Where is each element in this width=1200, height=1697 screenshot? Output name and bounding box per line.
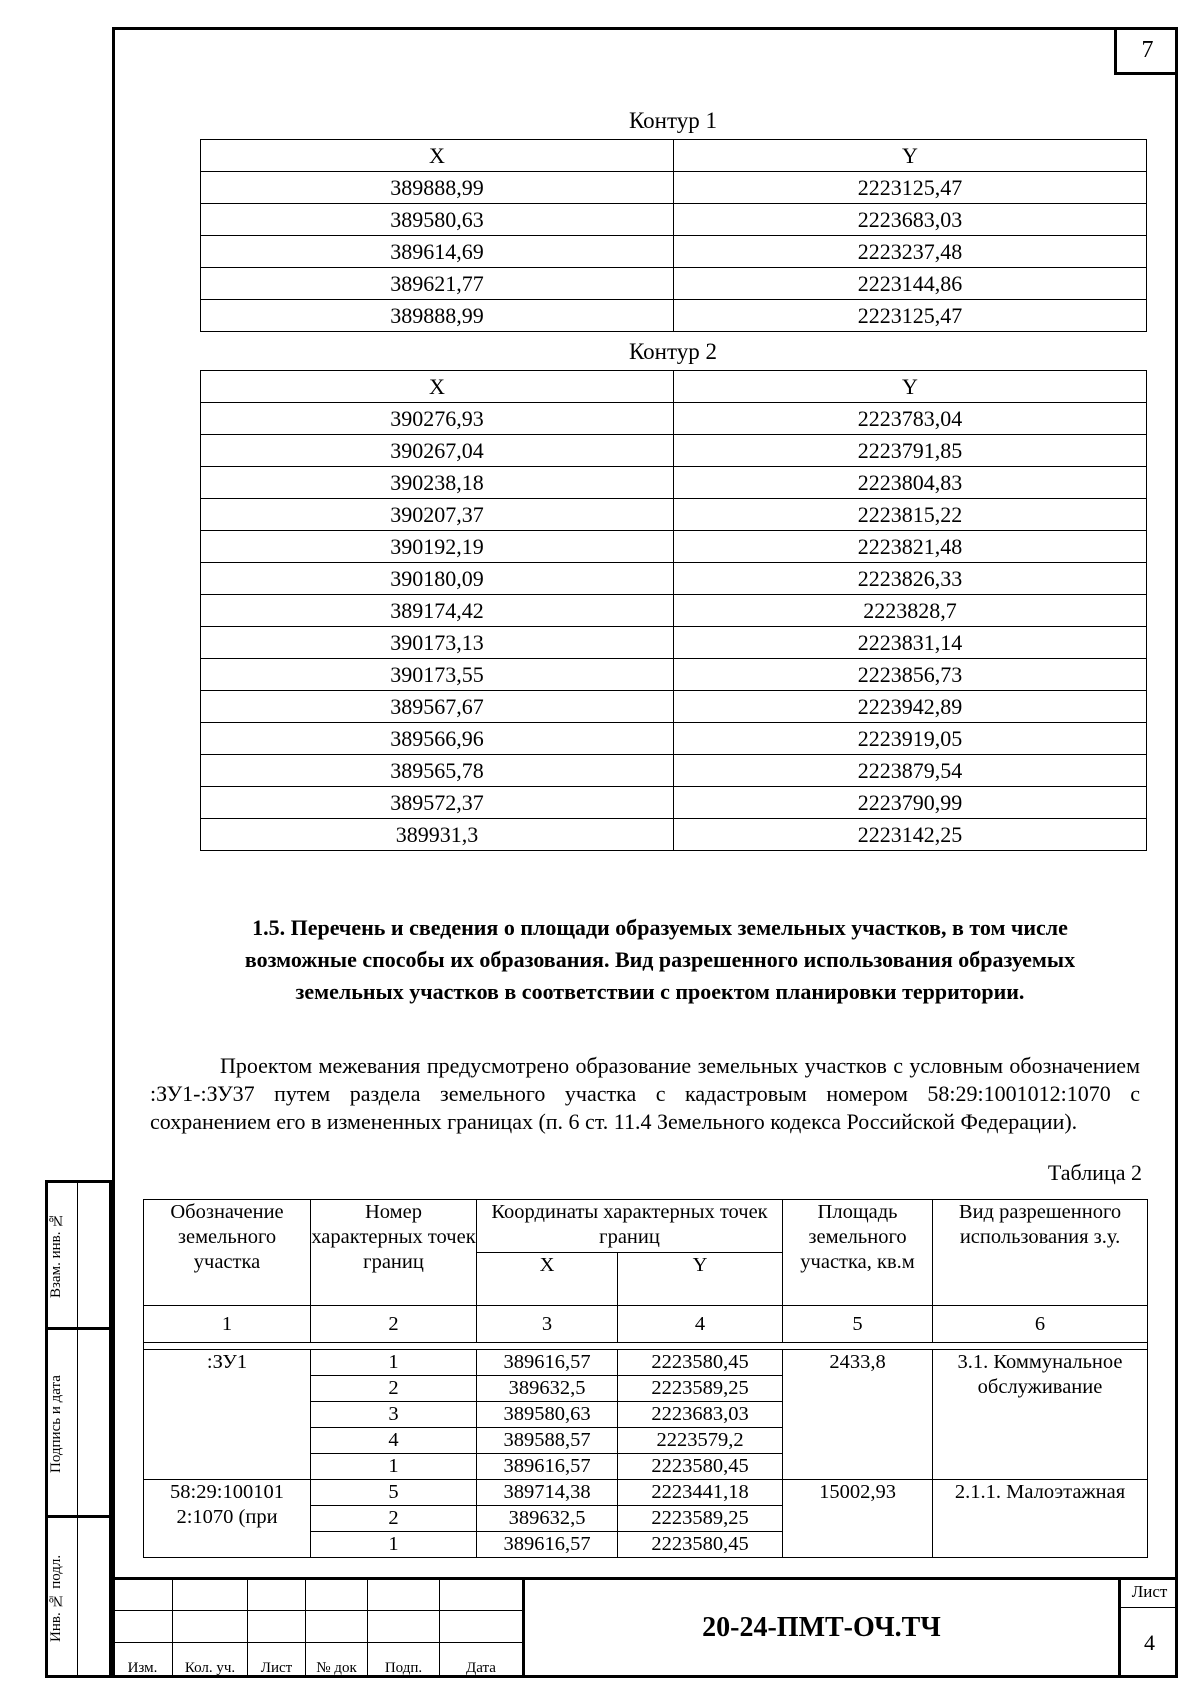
table-row [201,204,1147,236]
contour2-table [200,370,1147,851]
y-cell: 2223856,73 [674,659,1147,691]
point-number: 5 [311,1480,477,1506]
x-cell: 389580,63 [201,204,674,236]
stamp-column-label: Подп. [368,1643,440,1678]
table-row [201,787,1147,819]
y-cell: 2223580,45 [618,1454,783,1480]
column-number: 1 [144,1306,311,1343]
contour1-table [200,139,1147,332]
table-row [201,819,1147,851]
heading-line: земельных участков в соответствии с проектом планировки территории. [295,979,1025,1004]
header-coords: Координаты характерных точек границ [477,1200,783,1253]
table-row [201,755,1147,787]
table-row [201,268,1147,300]
table-row [201,172,1147,204]
heading-line: 1.5. Перечень и сведения о площади образуемых земельных участков, в том числе [252,915,1068,940]
section-paragraph: Проектом межевания предусмотрено образование земельных участков с условным обозначением :ЗУ1-:ЗУ37 путем раздела земельного участка с кадастровым номером 58:29:1001012:1070 с сохранением его в измененных границах (п. 6 ст. 11.4 Земельного кодекса Российской Федерации). [150,1053,1140,1134]
sheet-number: 4 [1144,1630,1155,1655]
column-number: 3 [477,1306,618,1343]
x-cell: 389572,37 [201,787,674,819]
table-row [201,531,1147,563]
x-cell: 389565,78 [201,755,674,787]
x-cell: 390192,19 [201,531,674,563]
header-area: Площадь земельного участка, кв.м [783,1200,933,1306]
table2-caption: Таблица 2 [1047,1160,1142,1185]
header-designation: Обозначение земельного участка [144,1200,311,1306]
header-x: X [477,1253,618,1306]
side-divider [77,1180,113,1678]
table-row [144,1480,1148,1506]
table-row [201,467,1147,499]
x-cell: 390180,09 [201,563,674,595]
x-cell: 389632,5 [477,1376,618,1402]
x-cell: 390238,18 [201,467,674,499]
contour2-title: Контур 2 [628,339,717,364]
x-cell: 389174,42 [201,595,674,627]
y-cell: 2223942,89 [674,691,1147,723]
header-y: Y [618,1253,783,1306]
document-code: 20-24-ПМТ-ОЧ.ТЧ [522,1577,1118,1678]
stamp-column-label: № док [306,1643,368,1678]
y-cell: 2223441,18 [618,1480,783,1506]
table2 [143,1199,1148,1558]
revision-grid [112,1577,523,1678]
spacer-row [144,1343,1148,1350]
parcel-area: 2433,8 [783,1350,933,1480]
title-block [112,1577,1178,1678]
x-cell: 389580,63 [477,1402,618,1428]
y-cell: 2223826,33 [674,563,1147,595]
x-cell: 389616,57 [477,1532,618,1558]
y-cell: 2223919,05 [674,723,1147,755]
y-cell: 2223142,25 [674,819,1147,851]
table-row [201,595,1147,627]
y-cell: 2223125,47 [674,300,1147,332]
x-cell: 390173,13 [201,627,674,659]
y-cell: 2223237,48 [674,236,1147,268]
header-points: Номер характерных точек границ [311,1200,477,1306]
x-cell: 389566,96 [201,723,674,755]
stamp-column-label: Кол. уч. [173,1643,248,1678]
sheet-label: Лист [1121,1577,1178,1608]
side-label-inv: Инв. № подл. [48,1554,64,1642]
coord-header-x: X [201,140,674,172]
sheet-box [1118,1577,1178,1678]
point-number: 1 [311,1532,477,1558]
parcel-usage: 2.1.1. Малоэтажная [933,1480,1148,1558]
table-row [201,627,1147,659]
page-number: 7 [1114,27,1178,75]
y-cell: 2223144,86 [674,268,1147,300]
point-number: 2 [311,1376,477,1402]
y-cell: 2223831,14 [674,627,1147,659]
y-cell: 2223828,7 [674,595,1147,627]
column-number: 5 [783,1306,933,1343]
parcel-designation: :ЗУ1 [144,1350,311,1480]
contour1-title: Контур 1 [628,108,717,133]
x-cell: 389714,38 [477,1480,618,1506]
table-row [201,403,1147,435]
y-cell: 2223125,47 [674,172,1147,204]
table-row [201,300,1147,332]
stamp-column-label: Лист [248,1643,306,1678]
table-row [201,691,1147,723]
x-cell: 389588,57 [477,1428,618,1454]
y-cell: 2223579,2 [618,1428,783,1454]
parcel-area: 15002,93 [783,1480,933,1558]
table-row [144,1350,1148,1376]
side-label-vzam: Взам. инв. № [48,1211,64,1299]
table-row [201,435,1147,467]
stamp-border [112,1577,1178,1580]
table-row [201,723,1147,755]
x-cell: 389616,57 [477,1454,618,1480]
parcel-usage: 3.1. Коммунальное обслуживание [933,1350,1148,1480]
point-number: 1 [311,1454,477,1480]
column-number: 2 [311,1306,477,1343]
x-cell: 390207,37 [201,499,674,531]
point-number: 2 [311,1506,477,1532]
table-row [201,236,1147,268]
x-cell: 390173,55 [201,659,674,691]
section-heading [170,912,1150,1008]
y-cell: 2223683,03 [674,204,1147,236]
table-row [201,563,1147,595]
y-cell: 2223804,83 [674,467,1147,499]
y-cell: 2223821,48 [674,531,1147,563]
header-usage: Вид разрешенного использования з.у. [933,1200,1148,1306]
y-cell: 2223589,25 [618,1376,783,1402]
x-cell: 389621,77 [201,268,674,300]
side-label-podpis: Подпись и дата [48,1375,64,1473]
x-cell: 389888,99 [201,172,674,204]
table-row [201,659,1147,691]
x-cell: 389632,5 [477,1506,618,1532]
x-cell: 389567,67 [201,691,674,723]
stamp-column-label: Дата [440,1643,523,1678]
x-cell: 389888,99 [201,300,674,332]
y-cell: 2223783,04 [674,403,1147,435]
point-number: 1 [311,1350,477,1376]
y-cell: 2223589,25 [618,1506,783,1532]
x-cell: 390276,93 [201,403,674,435]
coord-header-y: Y [674,371,1147,403]
y-cell: 2223879,54 [674,755,1147,787]
coord-header-y: Y [674,140,1147,172]
y-cell: 2223580,45 [618,1350,783,1376]
column-number: 6 [933,1306,1148,1343]
y-cell: 2223580,45 [618,1532,783,1558]
parcel-designation: 58:29:100101 2:1070 (при [144,1480,311,1558]
y-cell: 2223815,22 [674,499,1147,531]
point-number: 4 [311,1428,477,1454]
point-number: 3 [311,1402,477,1428]
y-cell: 2223791,85 [674,435,1147,467]
table-row [201,499,1147,531]
heading-line: возможные способы их образования. Вид разрешенного использования образуемых [244,947,1076,972]
column-number: 4 [618,1306,783,1343]
x-cell: 389931,3 [201,819,674,851]
coord-header-x: X [201,371,674,403]
x-cell: 389616,57 [477,1350,618,1376]
x-cell: 390267,04 [201,435,674,467]
x-cell: 389614,69 [201,236,674,268]
y-cell: 2223790,99 [674,787,1147,819]
stamp-column-label: Изм. [113,1643,173,1678]
y-cell: 2223683,03 [618,1402,783,1428]
